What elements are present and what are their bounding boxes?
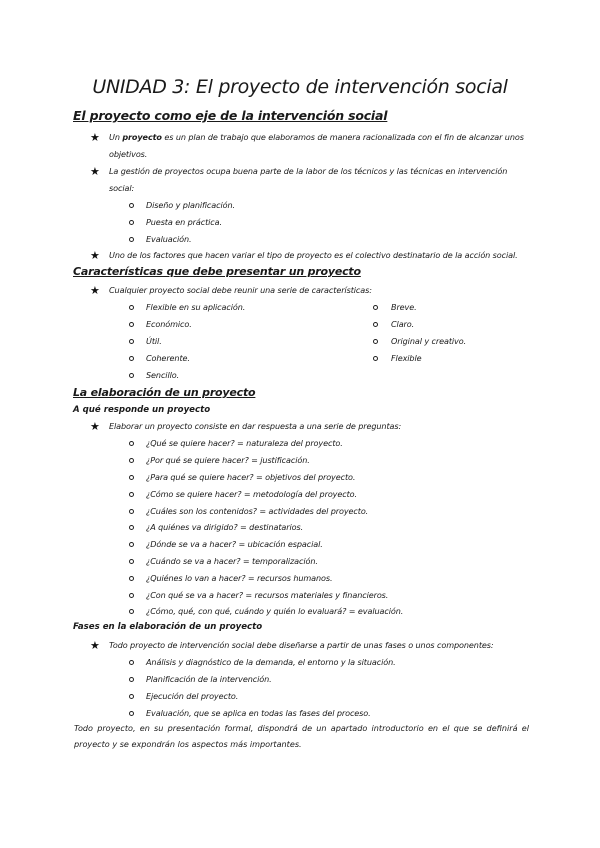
- circle-bullet-icon: [129, 576, 134, 581]
- circle-bullet-icon: [129, 356, 134, 361]
- circle-bullet-icon: [373, 339, 378, 344]
- circle-bullet-icon: [129, 660, 134, 665]
- list-item: Diseño y planificación.: [146, 200, 235, 210]
- question-item: ¿Cómo se quiere hacer? = metodología del proyecto.: [146, 489, 357, 499]
- subsection-heading-fases: Fases en la elaboración de un proyecto: [73, 622, 263, 632]
- list-item: Coherente.: [146, 353, 190, 363]
- bullet-caracteristicas: Cualquier proyecto social debe reunir una serie de características:: [109, 285, 372, 295]
- question-item: ¿Dónde se va a hacer? = ubicación espacial.: [146, 539, 323, 549]
- star-bullet-icon: ★: [90, 639, 100, 652]
- circle-bullet-icon: [129, 458, 134, 463]
- section-heading-proyecto-eje: El proyecto como eje de la intervención social: [73, 108, 388, 123]
- star-bullet-icon: ★: [90, 284, 100, 297]
- circle-bullet-icon: [129, 475, 134, 480]
- circle-bullet-icon: [129, 237, 134, 242]
- bullet-gestion-proyectos-cont: social:: [109, 183, 135, 193]
- circle-bullet-icon: [373, 322, 378, 327]
- page-title: UNIDAD 3: El proyecto de intervención social: [92, 76, 508, 98]
- question-item: ¿Qué se quiere hacer? = naturaleza del proyecto.: [146, 438, 343, 448]
- bullet-elaborar-proyecto: Elaborar un proyecto consiste en dar respuesta a una serie de preguntas:: [109, 421, 402, 431]
- circle-bullet-icon: [129, 339, 134, 344]
- subsection-heading-responde: A qué responde un proyecto: [73, 405, 211, 415]
- circle-bullet-icon: [373, 356, 378, 361]
- bullet-proyecto-definicion: Un proyecto es un plan de trabajo que elaboramos de manera racionalizada con el fin de alcanzar unos: [109, 132, 524, 142]
- list-item: Evaluación.: [146, 234, 192, 244]
- question-item: ¿Por qué se quiere hacer? = justificación.: [146, 455, 310, 465]
- list-item: Breve.: [391, 302, 417, 312]
- circle-bullet-icon: [129, 694, 134, 699]
- circle-bullet-icon: [129, 373, 134, 378]
- section-heading-elaboracion: La elaboración de un proyecto: [73, 386, 256, 399]
- list-item: Flexible: [391, 353, 422, 363]
- circle-bullet-icon: [129, 593, 134, 598]
- question-item: ¿Quiénes lo van a hacer? = recursos humanos.: [146, 573, 333, 583]
- bullet-factores-proyecto: Uno de los factores que hacen variar el tipo de proyecto es el colectivo destinatario de la acción social.: [109, 250, 518, 260]
- question-item: ¿A quiénes va dirigido? = destinatarios.: [146, 522, 304, 532]
- circle-bullet-icon: [129, 305, 134, 310]
- star-bullet-icon: ★: [90, 131, 100, 144]
- list-item: Claro.: [391, 319, 415, 329]
- list-item: Útil.: [146, 336, 162, 346]
- circle-bullet-icon: [129, 203, 134, 208]
- circle-bullet-icon: [129, 441, 134, 446]
- question-item: ¿Para qué se quiere hacer? = objetivos del proyecto.: [146, 472, 356, 482]
- question-item: ¿Con qué se va a hacer? = recursos materiales y financieros.: [146, 590, 389, 600]
- circle-bullet-icon: [129, 677, 134, 682]
- circle-bullet-icon: [129, 542, 134, 547]
- circle-bullet-icon: [129, 559, 134, 564]
- circle-bullet-icon: [129, 509, 134, 514]
- phase-item: Análisis y diagnóstico de la demanda, el entorno y la situación.: [146, 657, 396, 667]
- circle-bullet-icon: [129, 492, 134, 497]
- list-item: Flexible en su aplicación.: [146, 302, 246, 312]
- question-item: ¿Cómo, qué, con qué, cuándo y quién lo evaluará? = evaluación.: [146, 606, 404, 616]
- phase-item: Planificación de la intervención.: [146, 674, 272, 684]
- star-bullet-icon: ★: [90, 249, 100, 262]
- list-item: Puesta en práctica.: [146, 217, 222, 227]
- list-item: Original y creativo.: [391, 336, 467, 346]
- star-bullet-icon: ★: [90, 165, 100, 178]
- phase-item: Ejecución del proyecto.: [146, 691, 239, 701]
- circle-bullet-icon: [129, 525, 134, 530]
- question-item: ¿Cuándo se va a hacer? = temporalización.: [146, 556, 318, 566]
- star-bullet-icon: ★: [90, 420, 100, 433]
- closing-paragraph: Todo proyecto, en su presentación formal, dispondrá de un apartado introductorio en el que se definirá el proyecto y se expondrán los aspectos más importantes.: [74, 723, 529, 749]
- circle-bullet-icon: [129, 322, 134, 327]
- question-item: ¿Cuáles son los contenidos? = actividades del proyecto.: [146, 506, 369, 516]
- list-item: Sencillo.: [146, 370, 180, 380]
- bullet-proyecto-definicion-cont: objetivos.: [109, 149, 148, 159]
- circle-bullet-icon: [373, 305, 378, 310]
- circle-bullet-icon: [129, 220, 134, 225]
- section-heading-caracteristicas: Características que debe presentar un proyecto: [73, 265, 361, 278]
- bullet-fases-proyecto: Todo proyecto de intervención social debe diseñarse a partir de unas fases o unos componentes:: [109, 640, 494, 650]
- circle-bullet-icon: [129, 609, 134, 614]
- bullet-gestion-proyectos: La gestión de proyectos ocupa buena parte de la labor de los técnicos y las técnicas en intervención: [109, 166, 508, 176]
- phase-item: Evaluación, que se aplica en todas las fases del proceso.: [146, 708, 371, 718]
- list-item: Económico.: [146, 319, 192, 329]
- circle-bullet-icon: [129, 711, 134, 716]
